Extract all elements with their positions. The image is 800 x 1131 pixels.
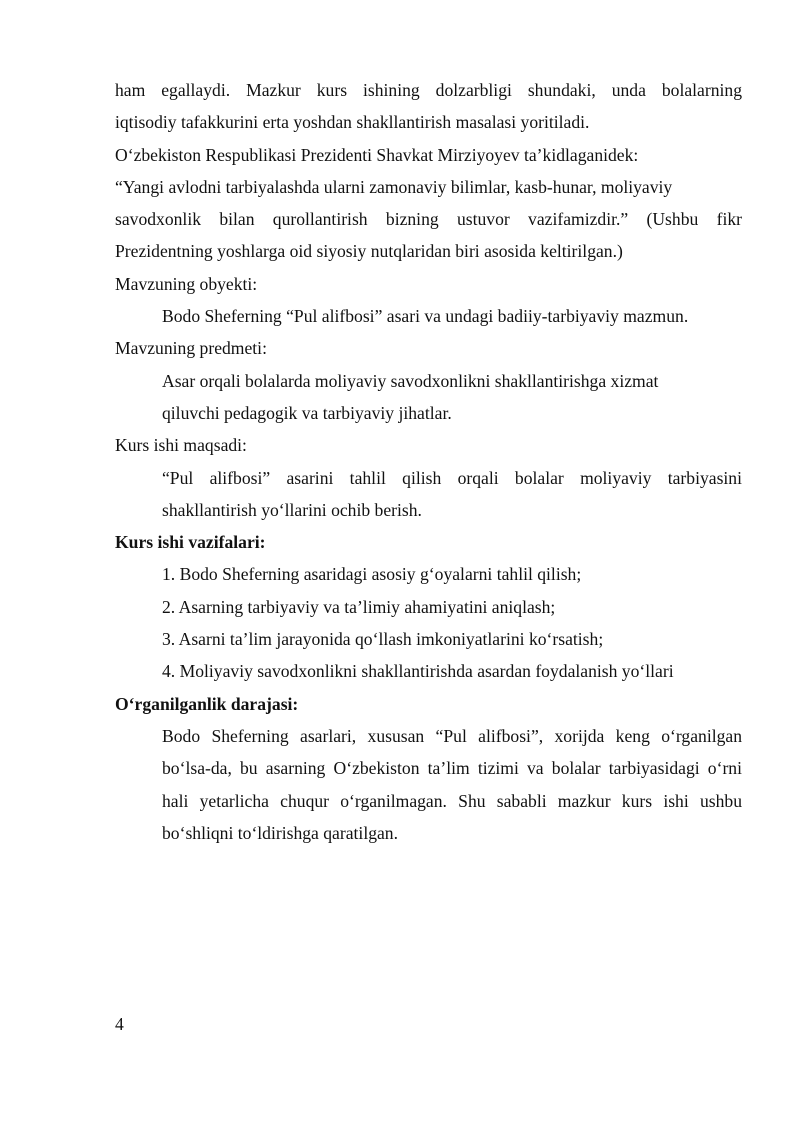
quote-intro: O‘zbekiston Respublikasi Prezidenti Shavkat Mirziyoyev ta’kidlaganidek: (115, 144, 639, 165)
tasks-section (115, 526, 742, 687)
subject-section (115, 332, 742, 429)
section-text: Bodo Sheferning asarlari, xususan “Pul alifbosi”, xorijda keng o‘rganilgan (162, 725, 742, 746)
section-text: “Pul alifbosi” asarini tahlil qilish orqali bolalar moliyaviy tarbiyasini (162, 467, 742, 488)
section-heading: Mavzuning predmeti: (115, 338, 267, 359)
section-heading: Kurs ishi maqsadi: (115, 435, 247, 456)
paragraph-line: iqtisodiy tafakkurini erta yoshdan shakllantirish masalasi yoritiladi. (115, 112, 590, 133)
section-text: bo‘shliqni to‘ldirishga qaratilgan. (162, 822, 399, 843)
task-item: 1. Bodo Sheferning asaridagi asosiy g‘oyalarni tahlil qilish; (162, 564, 582, 585)
task-item: 3. Asarni ta’lim jarayonida qo‘llash imkoniyatlarini ko‘rsatish; (162, 629, 604, 650)
paragraph-line: ham egallaydi. Mazkur kurs ishining dolzarbligi shundaki, unda bolalarning (115, 80, 742, 100)
study-section (115, 688, 742, 849)
task-item: 4. Moliyaviy savodxonlikni shakllantirishda asardan foydalanish yo‘llari (162, 661, 674, 682)
intro-paragraph (115, 74, 742, 139)
section-text: Asar orqali bolalarda moliyaviy savodxonlikni shakllantirishga xizmat (162, 370, 659, 391)
section-text: bo‘lsa-da, bu asarning O‘zbekiston ta’lim tizimi va bolalar tarbiyasidagi o‘rni (162, 758, 742, 779)
page-number: 4 (115, 1014, 124, 1034)
section-text: shakllantirish yo‘llarini ochib berish. (162, 499, 422, 520)
task-item: 2. Asarning tarbiyaviy va ta’limiy ahamiyatini aniqlash; (162, 596, 556, 617)
section-heading: O‘rganilganlik darajasi: (115, 693, 299, 714)
section-text: hali yetarlicha chuqur o‘rganilmagan. Shu sababli mazkur kurs ishi ushbu (162, 790, 742, 811)
quote-line: Prezidentning yoshlarga oid siyosiy nutqlaridan biri asosida keltirilgan.) (115, 241, 623, 262)
goal-section (115, 429, 742, 526)
section-heading: Mavzuning obyekti: (115, 273, 258, 294)
quote-line: savodxonlik bilan qurollantirish bizning ustuvor vazifamizdir.” (Ushbu fikr (115, 209, 742, 230)
section-text: qiluvchi pedagogik va tarbiyaviy jihatlar. (162, 402, 452, 423)
section-text: Bodo Sheferning “Pul alifbosi” asari va undagi badiiy-tarbiyaviy mazmun. (162, 306, 689, 327)
document-page (115, 74, 742, 849)
section-heading: Kurs ishi vazifalari: (115, 532, 266, 553)
quote-line: “Yangi avlodni tarbiyalashda ularni zamonaviy bilimlar, kasb-hunar, moliyaviy (115, 176, 673, 197)
president-quote (115, 139, 742, 268)
object-section (115, 268, 742, 333)
